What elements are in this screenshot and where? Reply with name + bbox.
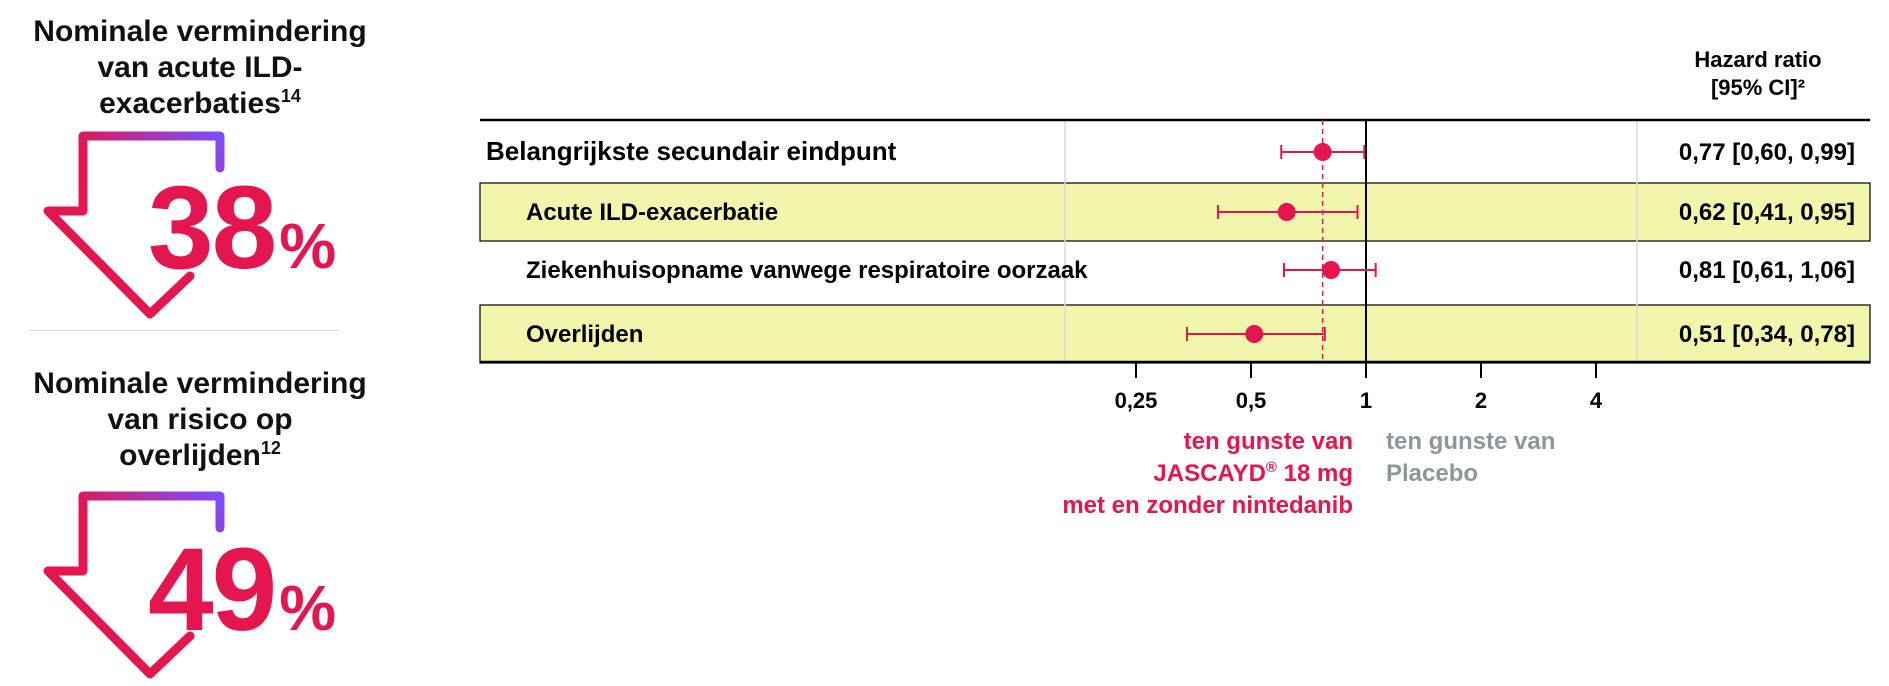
point-estimate [1278, 203, 1296, 221]
x-tick-label: 1 [1359, 388, 1373, 413]
hazard-ratio-value: 0,62 [0,41, 0,95] [1678, 199, 1855, 226]
x-tick-label: 2 [1474, 388, 1488, 413]
favors-placebo-line2: Placebo [1386, 460, 1479, 487]
x-tick-label: 4 [1589, 388, 1603, 413]
x-tick-label: 0,5 [1235, 388, 1267, 413]
x-tick-label: 0,25 [1114, 388, 1158, 413]
stat-title-line: van risico op [107, 403, 293, 436]
percent-sign: % [279, 572, 337, 644]
stat-title-line: Nominale vermindering [33, 367, 367, 400]
point-estimate [1314, 143, 1332, 161]
favors-treatment-line2 [933, 458, 1353, 490]
drug-dose: 18 mg [1276, 460, 1353, 487]
favors-treatment-line1: ten gunste van [1183, 428, 1353, 455]
column-header-line2: [95% CI]² [1710, 75, 1806, 100]
hazard-ratio-value: 0,81 [0,61, 1,06] [1678, 257, 1855, 284]
point-estimate [1322, 261, 1340, 279]
stat-title-line-text: overlijden [119, 439, 261, 472]
row-label: Acute ILD-exacerbatie [526, 199, 779, 226]
stat-number: 38 [148, 162, 276, 294]
row-label: Overlijden [526, 321, 644, 348]
text-layer [486, 136, 1855, 413]
percent-sign: % [279, 210, 337, 282]
row-label: Belangrijkste secundair eindpunt [486, 136, 897, 166]
favors-placebo-label [1386, 426, 1686, 490]
footnote-ref: 14 [280, 86, 301, 106]
stat-number: 49 [148, 524, 276, 656]
favors-treatment-label [933, 426, 1353, 522]
point-estimate [1245, 325, 1263, 343]
registered-mark: ® [1265, 459, 1277, 476]
highlight-band [480, 305, 1870, 363]
drug-name: JASCAYD [1153, 460, 1266, 487]
footnote-ref: 12 [260, 438, 281, 458]
hazard-ratio-value: 0,51 [0,34, 0,78] [1678, 321, 1855, 348]
favors-placebo-line1: ten gunste van [1386, 428, 1556, 455]
hazard-ratio-value: 0,77 [0,60, 0,99] [1678, 139, 1855, 166]
stat-title-line-text: exacerbaties [99, 87, 281, 120]
row-label: Ziekenhuisopname vanwege respiratoire oorzaak [526, 257, 1088, 284]
favors-treatment-line3: met en zonder nintedanib [1062, 492, 1353, 519]
column-header-line1: Hazard ratio [1694, 47, 1822, 72]
stat-title-line: van acute ILD- [97, 51, 303, 84]
stat-title-line: Nominale vermindering [33, 15, 367, 48]
